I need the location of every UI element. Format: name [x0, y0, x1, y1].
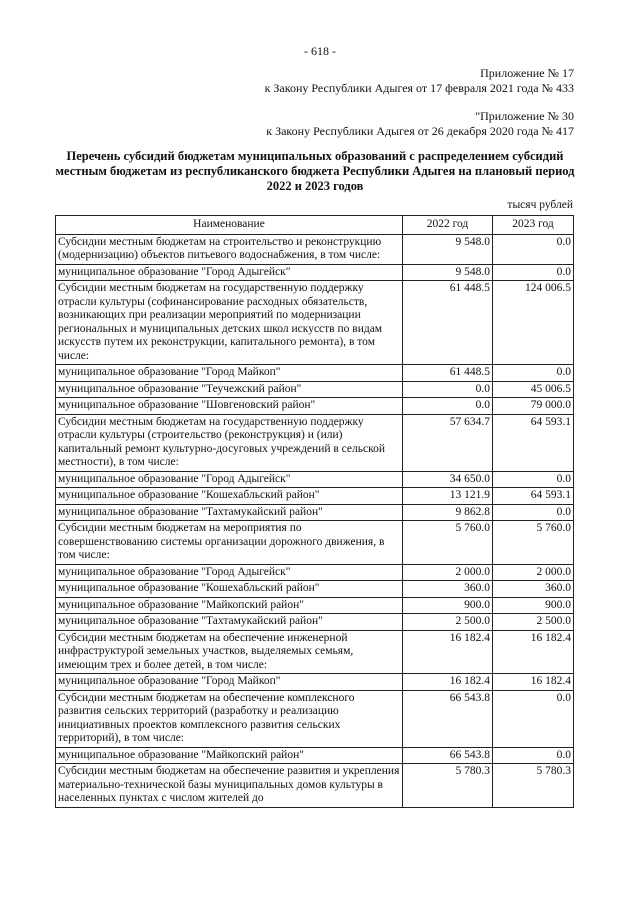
- table-row: [56, 747, 574, 764]
- row-value-2023: 64 593.1: [493, 488, 574, 505]
- row-name: муниципальное образование "Теучежский район": [56, 381, 403, 398]
- row-name: Субсидии местным бюджетам на обеспечение развития и укрепления материально-технической базы муниципальных домов культуры в населенных пунктах с числом жителей до: [56, 764, 403, 808]
- row-value-2022: 0.0: [403, 381, 493, 398]
- row-value-2023: 360.0: [493, 581, 574, 598]
- header-2022: 2022 год: [403, 216, 493, 235]
- row-value-2023: 0.0: [493, 747, 574, 764]
- annex-original: [266, 109, 574, 139]
- table-row: [56, 281, 574, 365]
- table-header-row: [56, 216, 574, 235]
- table-row: [56, 521, 574, 565]
- row-value-2022: 16 182.4: [403, 674, 493, 691]
- row-value-2023: 2 000.0: [493, 564, 574, 581]
- row-name: муниципальное образование "Майкопский район": [56, 747, 403, 764]
- row-value-2022: 5 780.3: [403, 764, 493, 808]
- row-name: Субсидии местным бюджетам на обеспечение инженерной инфраструктурой земельных участков, выделяемых семьям, имеющим трех и более детей, в том числе:: [56, 630, 403, 674]
- row-value-2023: 0.0: [493, 365, 574, 382]
- row-value-2022: 9 548.0: [403, 264, 493, 281]
- table-row: [56, 234, 574, 264]
- document-title: Перечень субсидий бюджетам муниципальных образований с распределением субсидий местным бюджетам из республиканского бюджета Республики Адыгея на плановый период 2022 и 2023 годов: [55, 149, 575, 193]
- row-value-2022: 61 448.5: [403, 281, 493, 365]
- table-row: [56, 398, 574, 415]
- row-value-2022: 5 760.0: [403, 521, 493, 565]
- annex-current-law: к Закону Республики Адыгея от 17 февраля 2021 года № 433: [264, 81, 574, 95]
- row-name: муниципальное образование "Тахтамукайский район": [56, 614, 403, 631]
- row-value-2022: 2 500.0: [403, 614, 493, 631]
- page-number: - 618 -: [304, 44, 336, 58]
- row-value-2023: 124 006.5: [493, 281, 574, 365]
- row-value-2022: 9 548.0: [403, 234, 493, 264]
- row-value-2022: 66 543.8: [403, 747, 493, 764]
- table-row: [56, 365, 574, 382]
- row-value-2022: 360.0: [403, 581, 493, 598]
- row-name: муниципальное образование "Город Майкоп": [56, 365, 403, 382]
- row-value-2022: 2 000.0: [403, 564, 493, 581]
- table-row: [56, 381, 574, 398]
- table-row: [56, 630, 574, 674]
- row-value-2022: 57 634.7: [403, 414, 493, 471]
- table-row: [56, 488, 574, 505]
- row-name: Субсидии местным бюджетам на строительство и реконструкцию (модернизацию) объектов питьевого водоснабжения, в том числе:: [56, 234, 403, 264]
- row-value-2023: 0.0: [493, 234, 574, 264]
- table-row: [56, 690, 574, 747]
- annex-original-law: к Закону Республики Адыгея от 26 декабря 2020 года № 417: [266, 124, 574, 138]
- units-label: тысяч рублей: [507, 199, 573, 211]
- row-value-2023: 0.0: [493, 264, 574, 281]
- row-name: муниципальное образование "Город Адыгейск": [56, 264, 403, 281]
- row-value-2023: 0.0: [493, 690, 574, 747]
- row-name: муниципальное образование "Кошехабльский район": [56, 581, 403, 598]
- row-name: муниципальное образование "Шовгеновский район": [56, 398, 403, 415]
- subsidy-table: [55, 215, 574, 808]
- header-name: Наименование: [56, 216, 403, 235]
- table-row: [56, 504, 574, 521]
- header-2023: 2023 год: [493, 216, 574, 235]
- row-value-2022: 13 121.9: [403, 488, 493, 505]
- row-value-2022: 66 543.8: [403, 690, 493, 747]
- annex-original-number: "Приложение № 30: [475, 109, 574, 123]
- row-value-2022: 9 862.8: [403, 504, 493, 521]
- row-value-2023: 5 760.0: [493, 521, 574, 565]
- table-row: [56, 674, 574, 691]
- annex-current-number: Приложение № 17: [480, 66, 574, 80]
- table-row: [56, 471, 574, 488]
- row-value-2023: 16 182.4: [493, 630, 574, 674]
- table-row: [56, 614, 574, 631]
- row-value-2023: 2 500.0: [493, 614, 574, 631]
- table-row: [56, 414, 574, 471]
- row-name: муниципальное образование "Город Майкоп": [56, 674, 403, 691]
- table-row: [56, 581, 574, 598]
- table-row: [56, 564, 574, 581]
- row-value-2022: 16 182.4: [403, 630, 493, 674]
- row-value-2022: 900.0: [403, 597, 493, 614]
- row-name: муниципальное образование "Город Адыгейск": [56, 564, 403, 581]
- row-name: Субсидии местным бюджетам на мероприятия по совершенствованию системы организации дорожного движения, в том числе:: [56, 521, 403, 565]
- row-name: Субсидии местным бюджетам на обеспечение комплексного развития сельских территорий (разработку и реализацию инициативных проектов комплексного развития сельских территорий), в том числе:: [56, 690, 403, 747]
- row-value-2022: 0.0: [403, 398, 493, 415]
- table-row: [56, 264, 574, 281]
- row-name: муниципальное образование "Город Адыгейск": [56, 471, 403, 488]
- row-name: муниципальное образование "Кошехабльский район": [56, 488, 403, 505]
- row-value-2023: 16 182.4: [493, 674, 574, 691]
- annex-current: [265, 66, 574, 96]
- row-name: Субсидии местным бюджетам на государственную поддержку отрасли культуры (софинансирование расходных обязательств, возникающих при реализации мероприятий по модернизации региональных и муниципальных детских школ искусств по видам искусств путем их реконструкции, капитального ремонта), в том числе:: [56, 281, 403, 365]
- table-row: [56, 597, 574, 614]
- row-value-2022: 34 650.0: [403, 471, 493, 488]
- row-value-2023: 79 000.0: [493, 398, 574, 415]
- row-value-2023: 45 006.5: [493, 381, 574, 398]
- row-value-2023: 0.0: [493, 471, 574, 488]
- row-name: муниципальное образование "Майкопский район": [56, 597, 403, 614]
- row-value-2023: 64 593.1: [493, 414, 574, 471]
- row-value-2023: 5 780.3: [493, 764, 574, 808]
- row-value-2023: 900.0: [493, 597, 574, 614]
- row-value-2023: 0.0: [493, 504, 574, 521]
- row-name: муниципальное образование "Тахтамукайский район": [56, 504, 403, 521]
- row-value-2022: 61 448.5: [403, 365, 493, 382]
- row-name: Субсидии местным бюджетам на государственную поддержку отрасли культуры (строительство (реконструкция) и (или) капитальный ремонт культурно-досуговых учреждений в сельской местности), в том числе:: [56, 414, 403, 471]
- table-row: [56, 764, 574, 808]
